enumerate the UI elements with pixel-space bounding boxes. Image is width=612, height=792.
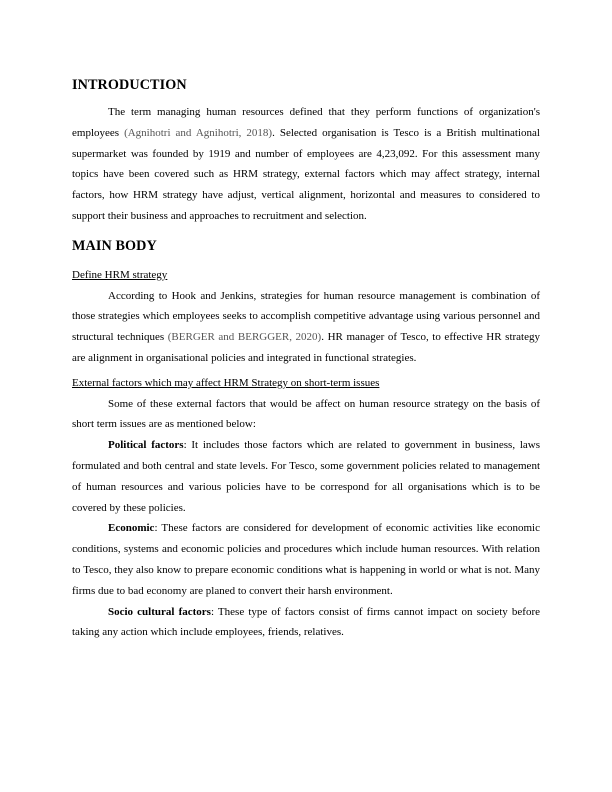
external-factors-intro: Some of these external factors that would be affect on human resource strategy on the basis of short term issues are as mentioned below: <box>72 397 540 431</box>
define-hrm-subheading: Define HRM strategy <box>72 268 168 281</box>
economic-factors-text: : These factors are considered for development of economic activities like economic conditions, systems and economic policies and procedures which include human resources. With relation to Tesco, they also know to prepare economic conditions what is happening in world or what is not. Many firms due to bad economy are planed to convert their harsh environment. <box>72 522 540 597</box>
external-factors-subheading: External factors which may affect HRM Strategy on short-term issues <box>72 376 380 389</box>
define-text-b: . HR manager of Tesco, to effective HR strategy are alignment in organisational policies and integrated in functional strategies. <box>72 331 540 364</box>
political-factors-paragraph <box>72 435 540 518</box>
political-factors-label: Political factors <box>108 439 184 452</box>
introduction-paragraph <box>72 102 540 227</box>
political-factors-text: : It includes those factors which are related to government in business, laws formulated and both central and state levels. For Tesco, some government policies related to management of human resources and various policies have to be correspond for all organisations which is to be covered by these policies. <box>72 439 540 514</box>
define-text-a: According to Hook and Jenkins, strategies for human resource management is combination of those strategies which employees seeks to accomplish competitive advantage using various personnel and structural techniques <box>72 289 540 344</box>
socio-cultural-factors-label: Socio cultural factors <box>108 605 211 618</box>
socio-cultural-factors-text: : These type of factors consist of firms cannot impact on society before taking any action which include employees, friends, relatives. <box>72 605 541 639</box>
define-citation: (BERGER and BERGGER, 2020) <box>167 331 322 344</box>
economic-factors-label: Economic <box>108 522 155 535</box>
define-hrm-paragraph <box>72 286 540 369</box>
document-page <box>72 76 540 643</box>
introduction-citation: (Agnihotri and Agnihotri, 2018) <box>124 126 273 139</box>
main-body-heading: MAIN BODY <box>72 237 157 254</box>
introduction-text-b: . Selected organisation is Tesco is a British multinational supermarket was founded by 1919 and number of employees are 4,23,092. For this assessment many topics have been covered such as HRM strategy, external factors which may affect strategy, internal factors, how HRM strategy have adjust, vertical alignment, horizontal and measures to considered to support their business and approaches to recruitment and selection. <box>72 126 540 222</box>
economic-factors-paragraph <box>72 518 540 601</box>
introduction-heading: INTRODUCTION <box>72 77 187 93</box>
introduction-text-a: The term managing human resources defined that they perform functions of organization's employees <box>72 106 540 139</box>
socio-cultural-factors-paragraph <box>72 602 540 644</box>
